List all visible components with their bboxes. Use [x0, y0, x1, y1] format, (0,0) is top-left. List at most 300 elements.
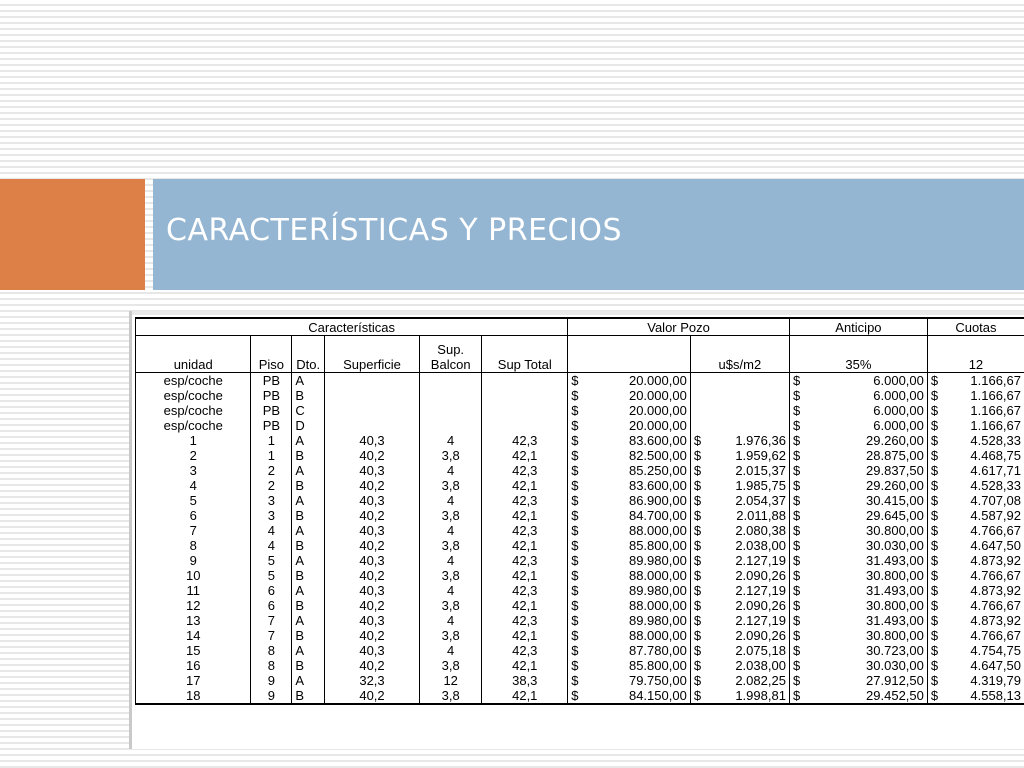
cell-superficie: 40,3	[325, 433, 420, 448]
cell-valor-pozo-value: 84.150,00	[628, 688, 687, 703]
cell-valor-pozo-value: 83.600,00	[628, 478, 687, 493]
cell-dto: A	[292, 523, 325, 538]
cell-valor-pozo-value-wrap	[571, 538, 687, 553]
cell-cuota-value: 4.617,71	[970, 463, 1021, 478]
currency-symbol: $	[792, 598, 801, 613]
cell-usd-m2-value: 1.959,62	[735, 448, 786, 463]
cell-valor-pozo	[568, 673, 691, 688]
cell-unidad: 4	[136, 478, 251, 493]
currency-symbol: $	[792, 448, 801, 463]
sup-balcon-line2: Balcon	[430, 357, 471, 372]
cell-valor-pozo	[568, 478, 691, 493]
currency-symbol: $	[792, 508, 801, 523]
cell-anticipo-value: 29.260,00	[866, 478, 924, 493]
currency-symbol: $	[693, 598, 702, 613]
cell-usd-m2-value: 1.998,81	[735, 688, 786, 703]
cell-usd-m2-value: 2.015,37	[735, 463, 786, 478]
cell-unidad: 14	[136, 628, 251, 643]
cell-cuota-value-wrap	[931, 448, 1021, 463]
currency-symbol: $	[792, 493, 801, 508]
cell-dto: D	[292, 418, 325, 433]
cell-usd-m2-value: 2.038,00	[735, 538, 786, 553]
cell-anticipo-value: 30.415,00	[866, 493, 924, 508]
cell-piso: 1	[251, 448, 292, 463]
cell-sup-total: 42,1	[482, 688, 568, 704]
cell-anticipo-value: 29.452,50	[866, 688, 924, 703]
cell-valor-pozo	[568, 433, 691, 448]
currency-symbol: $	[571, 688, 579, 703]
cell-cuota-value-wrap	[931, 478, 1021, 493]
cell-cuota	[927, 658, 1024, 673]
cell-usd-m2	[690, 373, 789, 389]
cell-cuota-value-wrap	[931, 538, 1021, 553]
cell-usd-m2-value-wrap	[694, 448, 786, 463]
cell-cuota-value-wrap	[931, 433, 1021, 448]
currency-symbol: $	[571, 448, 579, 463]
cell-sup-balcon: 4	[420, 643, 482, 658]
currency-symbol: $	[792, 403, 801, 418]
table-row	[136, 493, 1024, 508]
cell-valor-pozo-value-wrap	[571, 643, 687, 658]
cell-usd-m2	[690, 568, 789, 583]
currency-symbol: $	[930, 448, 939, 463]
column-header-anticipo-pct: 35%	[789, 336, 927, 373]
cell-anticipo	[789, 508, 927, 523]
cell-valor-pozo	[568, 448, 691, 463]
price-table-body	[136, 373, 1024, 705]
table-row	[136, 463, 1024, 478]
cell-cuota	[927, 373, 1024, 389]
cell-sup-balcon	[420, 373, 482, 389]
cell-sup-balcon: 3,8	[420, 538, 482, 553]
cell-valor-pozo-value: 82.500,00	[628, 448, 687, 463]
currency-symbol: $	[930, 658, 939, 673]
currency-symbol: $	[693, 448, 702, 463]
cell-sup-balcon: 3,8	[420, 448, 482, 463]
cell-cuota	[927, 628, 1024, 643]
cell-superficie	[325, 418, 420, 433]
currency-symbol: $	[930, 673, 939, 688]
cell-valor-pozo-value: 87.780,00	[628, 643, 687, 658]
cell-unidad: esp/coche	[136, 418, 251, 433]
cell-cuota-value: 1.166,67	[970, 403, 1021, 418]
cell-dto: B	[292, 388, 325, 403]
column-header-valor-blank	[568, 336, 691, 373]
cell-dto: A	[292, 373, 325, 389]
cell-valor-pozo-value-wrap	[571, 568, 687, 583]
cell-sup-balcon: 3,8	[420, 568, 482, 583]
cell-cuota-value: 4.319,79	[970, 673, 1021, 688]
cell-anticipo-value: 30.800,00	[866, 523, 924, 538]
currency-symbol: $	[930, 628, 939, 643]
cell-unidad: 18	[136, 688, 251, 704]
cell-sup-total: 42,3	[482, 433, 568, 448]
currency-symbol: $	[693, 478, 702, 493]
column-header-piso: Piso	[251, 336, 292, 373]
cell-cuota-value: 1.166,67	[970, 388, 1021, 403]
cell-cuota	[927, 688, 1024, 704]
cell-anticipo-value-wrap	[793, 553, 924, 568]
column-header-unidad: unidad	[136, 336, 251, 373]
cell-anticipo-value-wrap	[793, 448, 924, 463]
currency-symbol: $	[693, 628, 702, 643]
currency-symbol: $	[930, 538, 939, 553]
currency-symbol: $	[571, 673, 579, 688]
cell-cuota	[927, 463, 1024, 478]
cell-cuota	[927, 493, 1024, 508]
cell-cuota-value-wrap	[931, 673, 1021, 688]
cell-piso: 6	[251, 583, 292, 598]
cell-valor-pozo-value: 88.000,00	[628, 628, 687, 643]
cell-usd-m2-value: 2.127,19	[735, 583, 786, 598]
cell-piso: PB	[251, 403, 292, 418]
currency-symbol: $	[792, 673, 801, 688]
currency-symbol: $	[792, 463, 801, 478]
cell-anticipo-value-wrap	[793, 598, 924, 613]
spreadsheet-image	[129, 311, 1024, 749]
currency-symbol: $	[792, 373, 801, 388]
cell-anticipo	[789, 478, 927, 493]
cell-valor-pozo-value-wrap	[571, 433, 687, 448]
group-header-cuotas: Cuotas	[927, 318, 1024, 336]
currency-symbol: $	[930, 583, 939, 598]
cell-sup-total: 42,1	[482, 568, 568, 583]
cell-cuota-value-wrap	[931, 553, 1021, 568]
cell-dto: B	[292, 538, 325, 553]
cell-usd-m2	[690, 688, 789, 704]
cell-piso: 3	[251, 493, 292, 508]
currency-symbol: $	[930, 463, 939, 478]
cell-anticipo-value-wrap	[793, 643, 924, 658]
table-row	[136, 403, 1024, 418]
cell-valor-pozo-value: 85.800,00	[628, 538, 687, 553]
table-row	[136, 643, 1024, 658]
cell-cuota	[927, 388, 1024, 403]
cell-dto: B	[292, 688, 325, 704]
currency-symbol: $	[792, 538, 801, 553]
cell-anticipo-value-wrap	[793, 418, 924, 433]
cell-anticipo-value: 30.800,00	[866, 598, 924, 613]
cell-superficie: 40,2	[325, 598, 420, 613]
cell-anticipo-value: 6.000,00	[873, 373, 924, 388]
cell-valor-pozo-value-wrap	[571, 448, 687, 463]
cell-cuota-value: 4.873,92	[970, 553, 1021, 568]
cell-sup-total: 42,1	[482, 628, 568, 643]
cell-usd-m2	[690, 493, 789, 508]
column-header-superficie: Superficie	[325, 336, 420, 373]
cell-valor-pozo-value: 20.000,00	[628, 403, 687, 418]
cell-anticipo-value: 30.723,00	[866, 643, 924, 658]
cell-cuota-value: 4.873,92	[970, 583, 1021, 598]
cell-usd-m2-value: 2.038,00	[735, 658, 786, 673]
cell-usd-m2-value-wrap	[694, 508, 786, 523]
cell-sup-total: 42,1	[482, 598, 568, 613]
cell-usd-m2	[690, 478, 789, 493]
cell-valor-pozo-value: 86.900,00	[628, 493, 687, 508]
cell-sup-total	[482, 388, 568, 403]
cell-cuota-value: 4.587,92	[970, 508, 1021, 523]
cell-valor-pozo-value: 20.000,00	[628, 418, 687, 433]
cell-usd-m2-value-wrap	[694, 598, 786, 613]
cell-anticipo-value: 28.875,00	[866, 448, 924, 463]
table-row	[136, 568, 1024, 583]
currency-symbol: $	[693, 583, 702, 598]
cell-valor-pozo	[568, 583, 691, 598]
cell-unidad: 12	[136, 598, 251, 613]
cell-unidad: 9	[136, 553, 251, 568]
cell-valor-pozo	[568, 568, 691, 583]
cell-sup-total: 42,3	[482, 643, 568, 658]
cell-valor-pozo	[568, 688, 691, 704]
cell-cuota-value: 4.468,75	[970, 448, 1021, 463]
cell-cuota-value-wrap	[931, 388, 1021, 403]
cell-superficie: 40,2	[325, 628, 420, 643]
cell-unidad: 5	[136, 493, 251, 508]
cell-piso: 2	[251, 463, 292, 478]
column-header-sup-total: Sup Total	[482, 336, 568, 373]
cell-anticipo	[789, 553, 927, 568]
cell-sup-total: 42,3	[482, 493, 568, 508]
cell-usd-m2	[690, 418, 789, 433]
cell-cuota	[927, 568, 1024, 583]
currency-symbol: $	[693, 433, 702, 448]
table-row	[136, 598, 1024, 613]
currency-symbol: $	[693, 568, 702, 583]
cell-usd-m2-value-wrap	[694, 583, 786, 598]
currency-symbol: $	[792, 418, 801, 433]
cell-valor-pozo-value-wrap	[571, 463, 687, 478]
table-row	[136, 388, 1024, 403]
cell-anticipo-value: 6.000,00	[873, 388, 924, 403]
cell-anticipo	[789, 628, 927, 643]
cell-sup-balcon: 4	[420, 583, 482, 598]
currency-symbol: $	[693, 553, 702, 568]
cell-anticipo-value-wrap	[793, 493, 924, 508]
cell-superficie: 40,2	[325, 658, 420, 673]
currency-symbol: $	[792, 433, 801, 448]
cell-cuota	[927, 403, 1024, 418]
cell-valor-pozo-value-wrap	[571, 628, 687, 643]
currency-symbol: $	[693, 688, 702, 703]
cell-valor-pozo-value-wrap	[571, 403, 687, 418]
table-row	[136, 523, 1024, 538]
cell-usd-m2	[690, 538, 789, 553]
cell-anticipo	[789, 463, 927, 478]
cell-cuota-value-wrap	[931, 568, 1021, 583]
cell-valor-pozo-value: 88.000,00	[628, 523, 687, 538]
cell-usd-m2-value-wrap	[694, 523, 786, 538]
cell-usd-m2-value-wrap	[694, 493, 786, 508]
currency-symbol: $	[571, 493, 579, 508]
cell-usd-m2	[690, 433, 789, 448]
cell-sup-balcon: 3,8	[420, 478, 482, 493]
cell-anticipo-value-wrap	[793, 673, 924, 688]
cell-anticipo-value-wrap	[793, 628, 924, 643]
cell-anticipo-value: 30.030,00	[866, 538, 924, 553]
cell-piso: PB	[251, 373, 292, 389]
cell-valor-pozo-value-wrap	[571, 553, 687, 568]
cell-anticipo-value-wrap	[793, 463, 924, 478]
currency-symbol: $	[930, 688, 939, 703]
cell-dto: A	[292, 553, 325, 568]
cell-valor-pozo	[568, 538, 691, 553]
cell-cuota-value: 4.766,67	[970, 628, 1021, 643]
group-header-anticipo: Anticipo	[789, 318, 927, 336]
cell-cuota-value-wrap	[931, 373, 1021, 388]
cell-usd-m2	[690, 673, 789, 688]
currency-symbol: $	[571, 463, 579, 478]
currency-symbol: $	[930, 523, 939, 538]
cell-anticipo	[789, 448, 927, 463]
currency-symbol: $	[571, 418, 579, 433]
cell-anticipo-value-wrap	[793, 613, 924, 628]
currency-symbol: $	[930, 373, 939, 388]
cell-valor-pozo-value-wrap	[571, 373, 687, 388]
cell-cuota-value: 4.754,75	[970, 643, 1021, 658]
cell-valor-pozo	[568, 373, 691, 389]
cell-valor-pozo	[568, 643, 691, 658]
cell-valor-pozo-value: 84.700,00	[628, 508, 687, 523]
cell-valor-pozo	[568, 418, 691, 433]
currency-symbol: $	[571, 508, 579, 523]
currency-symbol: $	[571, 658, 579, 673]
currency-symbol: $	[571, 388, 579, 403]
cell-sup-balcon: 3,8	[420, 508, 482, 523]
cell-sup-total: 42,3	[482, 553, 568, 568]
cell-valor-pozo	[568, 553, 691, 568]
cell-anticipo-value-wrap	[793, 478, 924, 493]
cell-cuota	[927, 643, 1024, 658]
cell-usd-m2-value-wrap	[694, 688, 786, 703]
cell-cuota-value: 4.766,67	[970, 568, 1021, 583]
cell-valor-pozo	[568, 613, 691, 628]
cell-piso: 7	[251, 628, 292, 643]
cell-cuota-value: 4.647,50	[970, 538, 1021, 553]
cell-piso: 9	[251, 673, 292, 688]
cell-valor-pozo-value-wrap	[571, 583, 687, 598]
currency-symbol: $	[792, 658, 801, 673]
cell-sup-total	[482, 403, 568, 418]
cell-valor-pozo	[568, 628, 691, 643]
cell-unidad: 6	[136, 508, 251, 523]
cell-anticipo-value-wrap	[793, 583, 924, 598]
column-header-sup-balcon	[420, 336, 482, 373]
cell-unidad: 15	[136, 643, 251, 658]
currency-symbol: $	[930, 568, 939, 583]
cell-cuota-value-wrap	[931, 508, 1021, 523]
cell-unidad: 2	[136, 448, 251, 463]
spreadsheet-top-strip	[129, 311, 1024, 315]
currency-symbol: $	[571, 553, 579, 568]
cell-anticipo-value-wrap	[793, 523, 924, 538]
cell-valor-pozo	[568, 403, 691, 418]
cell-usd-m2-value: 2.127,19	[735, 553, 786, 568]
cell-valor-pozo-value: 85.250,00	[628, 463, 687, 478]
currency-symbol: $	[930, 598, 939, 613]
cell-anticipo-value-wrap	[793, 403, 924, 418]
cell-unidad: 1	[136, 433, 251, 448]
cell-usd-m2-value-wrap	[694, 568, 786, 583]
table-row	[136, 478, 1024, 493]
currency-symbol: $	[792, 613, 801, 628]
cell-cuota-value-wrap	[931, 658, 1021, 673]
cell-anticipo-value: 6.000,00	[873, 418, 924, 433]
currency-symbol: $	[792, 523, 801, 538]
cell-usd-m2-value-wrap	[694, 478, 786, 493]
cell-valor-pozo-value-wrap	[571, 523, 687, 538]
cell-dto: A	[292, 613, 325, 628]
cell-anticipo	[789, 433, 927, 448]
cell-valor-pozo-value: 89.980,00	[628, 613, 687, 628]
cell-valor-pozo-value: 85.800,00	[628, 658, 687, 673]
cell-usd-m2	[690, 658, 789, 673]
cell-superficie: 32,3	[325, 673, 420, 688]
cell-superficie: 40,3	[325, 523, 420, 538]
cell-usd-m2-value: 2.090,26	[735, 568, 786, 583]
cell-usd-m2-value-wrap	[694, 643, 786, 658]
cell-usd-m2-value: 2.127,19	[735, 613, 786, 628]
cell-piso: 9	[251, 688, 292, 704]
cell-anticipo-value: 30.800,00	[866, 568, 924, 583]
cell-sup-total: 38,3	[482, 673, 568, 688]
cell-cuota-value-wrap	[931, 583, 1021, 598]
currency-symbol: $	[571, 478, 579, 493]
currency-symbol: $	[571, 568, 579, 583]
cell-anticipo-value: 29.260,00	[866, 433, 924, 448]
cell-valor-pozo	[568, 523, 691, 538]
cell-valor-pozo-value-wrap	[571, 688, 687, 703]
cell-usd-m2-value-wrap	[694, 433, 786, 448]
cell-cuota-value: 4.873,92	[970, 613, 1021, 628]
cell-dto: B	[292, 658, 325, 673]
cell-piso: 4	[251, 538, 292, 553]
cell-valor-pozo-value: 20.000,00	[628, 373, 687, 388]
cell-piso: 5	[251, 553, 292, 568]
table-row	[136, 688, 1024, 704]
cell-superficie: 40,2	[325, 508, 420, 523]
cell-sup-balcon: 3,8	[420, 598, 482, 613]
cell-anticipo	[789, 688, 927, 704]
cell-unidad: 13	[136, 613, 251, 628]
group-header-caracteristicas: Características	[136, 318, 568, 336]
cell-cuota-value: 1.166,67	[970, 373, 1021, 388]
currency-symbol: $	[792, 388, 801, 403]
cell-usd-m2-value: 2.080,38	[735, 523, 786, 538]
cell-cuota-value-wrap	[931, 643, 1021, 658]
cell-anticipo	[789, 538, 927, 553]
cell-sup-balcon	[420, 403, 482, 418]
cell-sup-total: 42,1	[482, 448, 568, 463]
cell-piso: 8	[251, 658, 292, 673]
cell-superficie: 40,2	[325, 448, 420, 463]
group-header-valor-pozo: Valor Pozo	[568, 318, 790, 336]
currency-symbol: $	[930, 478, 939, 493]
table-row	[136, 448, 1024, 463]
cell-anticipo-value: 29.645,00	[866, 508, 924, 523]
cell-anticipo-value: 30.030,00	[866, 658, 924, 673]
currency-symbol: $	[930, 553, 939, 568]
cell-valor-pozo-value: 89.980,00	[628, 553, 687, 568]
cell-anticipo	[789, 418, 927, 433]
currency-symbol: $	[792, 583, 801, 598]
cell-anticipo-value: 31.493,00	[866, 553, 924, 568]
cell-valor-pozo-value-wrap	[571, 388, 687, 403]
cell-sup-balcon	[420, 388, 482, 403]
cell-superficie	[325, 403, 420, 418]
cell-usd-m2	[690, 403, 789, 418]
cell-dto: A	[292, 583, 325, 598]
cell-anticipo-value-wrap	[793, 373, 924, 388]
